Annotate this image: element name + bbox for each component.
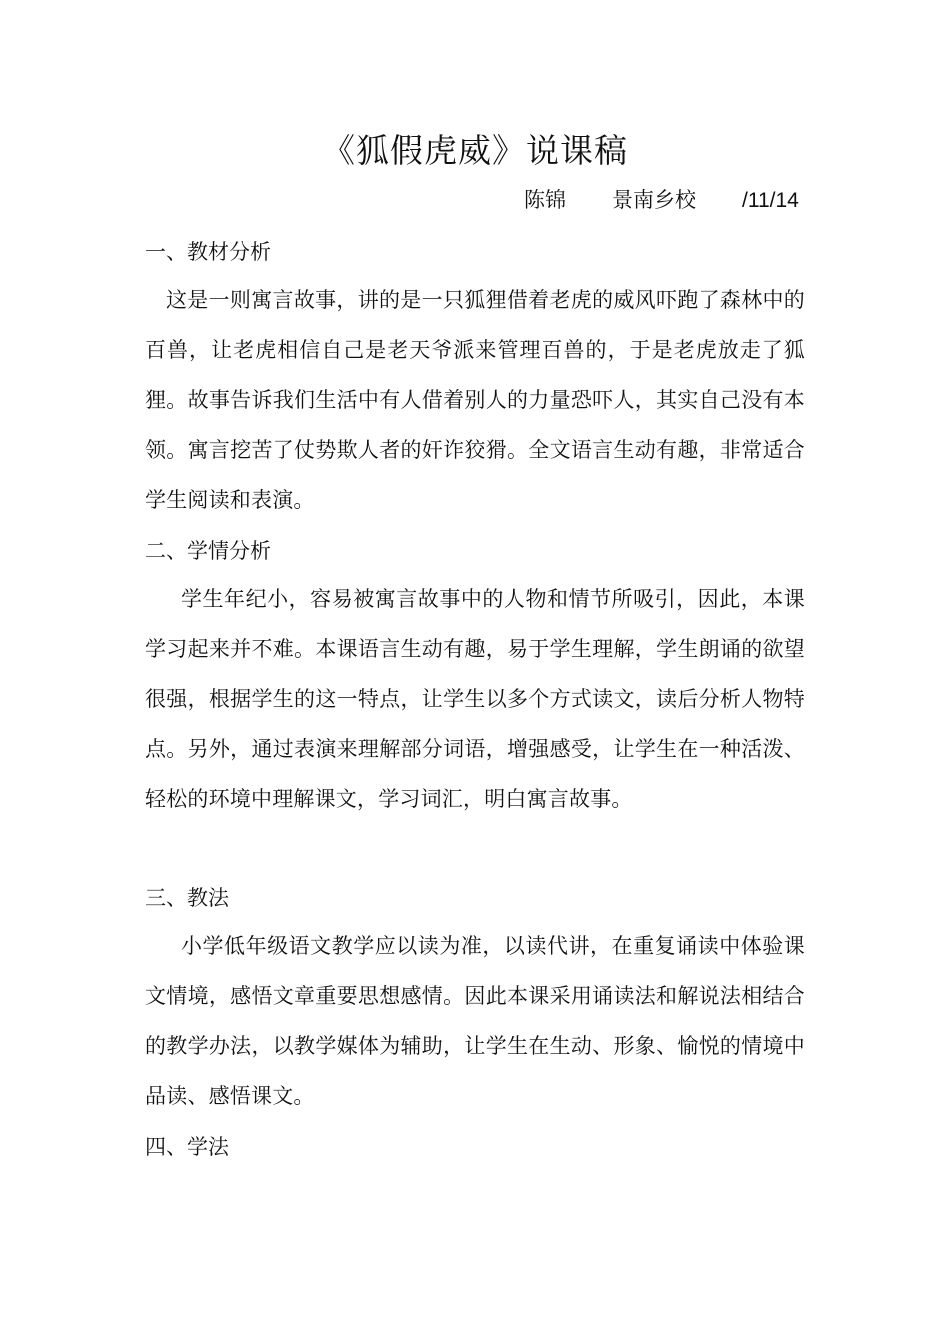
date: /11/14 (742, 189, 799, 212)
section-heading-teaching-method: 三、教法 (145, 886, 229, 910)
section-paragraph-teaching-method: 小学低年级语文教学应以读为准，以读代讲，在重复诵读中体验课文情境，感悟文章重要思想感情。因此本课采用诵读法和解说法相结合的教学办法，以教学媒体为辅助，让学生在生动、形象、愉悦的情境中品读、感悟课文。 (145, 934, 805, 1108)
section-heading-learning-method: 四、学法 (145, 1135, 229, 1159)
section-heading-student-analysis: 二、学情分析 (145, 539, 271, 563)
byline (524, 184, 799, 217)
school-name: 景南乡校 (612, 188, 696, 212)
section-paragraph-student-analysis: 学生年纪小，容易被寓言故事中的人物和情节所吸引，因此，本课学习起来并不难。本课语言生动有趣，易于学生理解，学生朗诵的欲望很强，根据学生的这一特点，让学生以多个方式读文，读后分析人物特点。另外，通过表演来理解部分词语，增强感受，让学生在一种活泼、轻松的环境中理解课文，学习词汇，明白寓言故事。 (145, 587, 805, 811)
section-heading-textbook-analysis: 一、教材分析 (145, 240, 271, 264)
page-title: 《狐假虎威》说课稿 (322, 131, 628, 170)
author-name: 陈锦 (524, 188, 566, 212)
section-paragraph-textbook-analysis: 这是一则寓言故事，讲的是一只狐狸借着老虎的威风吓跑了森林中的百兽，让老虎相信自己是老天爷派来管理百兽的，于是老虎放走了狐狸。故事告诉我们生活中有人借着别人的力量恐吓人，其实自己没有本领。寓言挖苦了仗势欺人者的奸诈狡猾。全文语言生动有趣，非常适合学生阅读和表演。 (145, 288, 805, 512)
